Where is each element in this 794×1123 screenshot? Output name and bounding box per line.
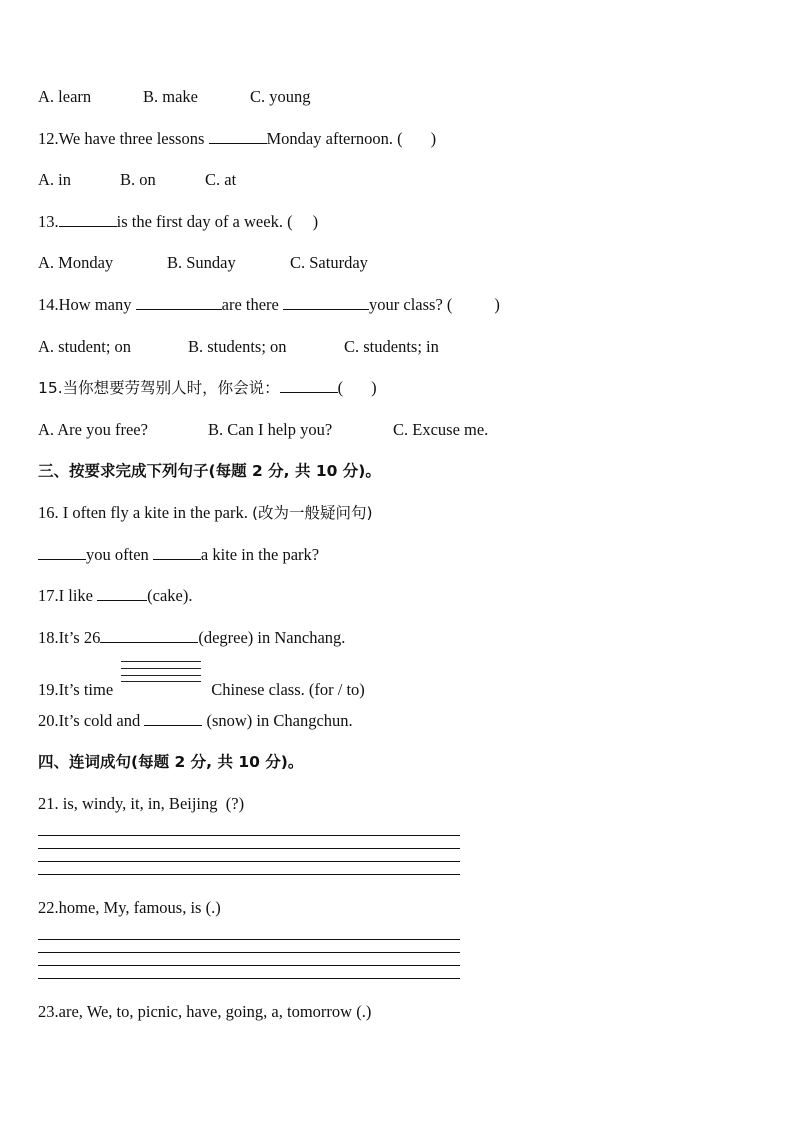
q12-text-pre: 12.We have three lessons [38, 129, 209, 148]
q14-blank-1[interactable] [136, 295, 222, 310]
q19-text-pre: 19.It’s time [38, 680, 118, 699]
q21-writing-line-2[interactable] [38, 848, 460, 849]
q13-option-c: C. Saturday [290, 253, 368, 272]
question-23: 23.are, We, to, picnic, have, going, a, tomorrow (.) [38, 1002, 372, 1021]
q17-text-post: (cake). [147, 586, 193, 605]
q20-text-post: (snow) in Changchun. [202, 711, 353, 730]
q16-text: 16. I often fly a kite in the park. [38, 503, 252, 522]
question-22: 22.home, My, famous, is (.) [38, 898, 221, 917]
question-19 [38, 675, 365, 700]
question-18 [38, 628, 345, 648]
q15-option-c: C. Excuse me. [393, 420, 489, 439]
question-16 [38, 503, 373, 523]
q14-option-b: B. students; on [188, 337, 287, 356]
q15-text-pre: 15.当你想要劳驾别人时，你会说： [38, 379, 280, 397]
q22-writing-line-1[interactable] [38, 939, 460, 940]
q14-text-mid: are there [221, 295, 283, 314]
q19-blank-lines[interactable] [121, 675, 201, 699]
q18-blank[interactable] [100, 628, 198, 643]
q12-option-a: A. in [38, 170, 71, 189]
q20-text-pre: 20.It’s cold and [38, 711, 145, 730]
q17-text-pre: 17.I like [38, 586, 98, 605]
q16-answer-mid: you often [86, 545, 153, 564]
q12-blank[interactable] [209, 129, 267, 144]
question-21: 21. is, windy, it, in, Beijing (?) [38, 794, 245, 813]
q11-option-b: B. make [143, 87, 198, 106]
question-16-answer [38, 545, 319, 565]
q14-close-paren: ) [494, 295, 500, 314]
q18-text-pre: 18.It’s 26 [38, 628, 101, 647]
q15-option-b: B. Can I help you? [208, 420, 333, 439]
q11-option-c: C. young [250, 87, 311, 106]
q15-blank[interactable] [280, 378, 338, 393]
q11-option-a: A. learn [38, 87, 92, 106]
q13-option-b: B. Sunday [167, 253, 236, 272]
q14-text-post: your class? ( [369, 295, 453, 314]
question-20 [38, 711, 353, 731]
q22-writing-line-3[interactable] [38, 965, 460, 966]
q14-option-c: C. students; in [344, 337, 439, 356]
q15-option-a: A. Are you free? [38, 420, 148, 439]
q12-text-post: Monday afternoon. ( [266, 129, 403, 148]
q21-writing-line-3[interactable] [38, 861, 460, 862]
q16-blank-1[interactable] [38, 545, 86, 560]
q14-option-a: A. student; on [38, 337, 132, 356]
q19-text-post: Chinese class. (for / to) [211, 680, 365, 699]
q15-close-paren: ) [371, 378, 377, 397]
q17-blank[interactable] [97, 586, 147, 601]
q21-writing-line-1[interactable] [38, 835, 460, 836]
question-15 [38, 378, 377, 398]
q13-blank[interactable] [59, 212, 117, 227]
q22-writing-line-4[interactable] [38, 978, 460, 979]
q21-writing-line-4[interactable] [38, 874, 460, 875]
question-14 [38, 295, 500, 315]
q16-blank-2[interactable] [153, 545, 201, 560]
q12-option-b: B. on [120, 170, 156, 189]
q13-text-post: is the first day of a week. ( [116, 212, 293, 231]
q16-answer-post: a kite in the park? [200, 545, 320, 564]
question-12 [38, 129, 436, 149]
q16-instruction: (改为一般疑问句) [251, 504, 373, 522]
q12-close-paren: ) [430, 129, 437, 148]
question-17 [38, 586, 192, 606]
section-4-heading: 四、连词成句(每题 2 分, 共 10 分)。 [38, 753, 304, 771]
section-3-heading: 三、按要求完成下列句子(每题 2 分, 共 10 分)。 [38, 462, 381, 480]
q14-blank-2[interactable] [283, 295, 369, 310]
q15-text-post: ( [337, 378, 344, 397]
q22-writing-line-2[interactable] [38, 952, 460, 953]
q13-option-a: A. Monday [38, 253, 114, 272]
q18-text-post: (degree) in Nanchang. [198, 628, 346, 647]
q12-option-c: C. at [205, 170, 237, 189]
question-13 [38, 212, 318, 232]
q14-text-pre: 14.How many [38, 295, 136, 314]
q13-close-paren: ) [312, 212, 319, 231]
q13-text-pre: 13. [38, 212, 59, 231]
q20-blank[interactable] [144, 711, 202, 726]
